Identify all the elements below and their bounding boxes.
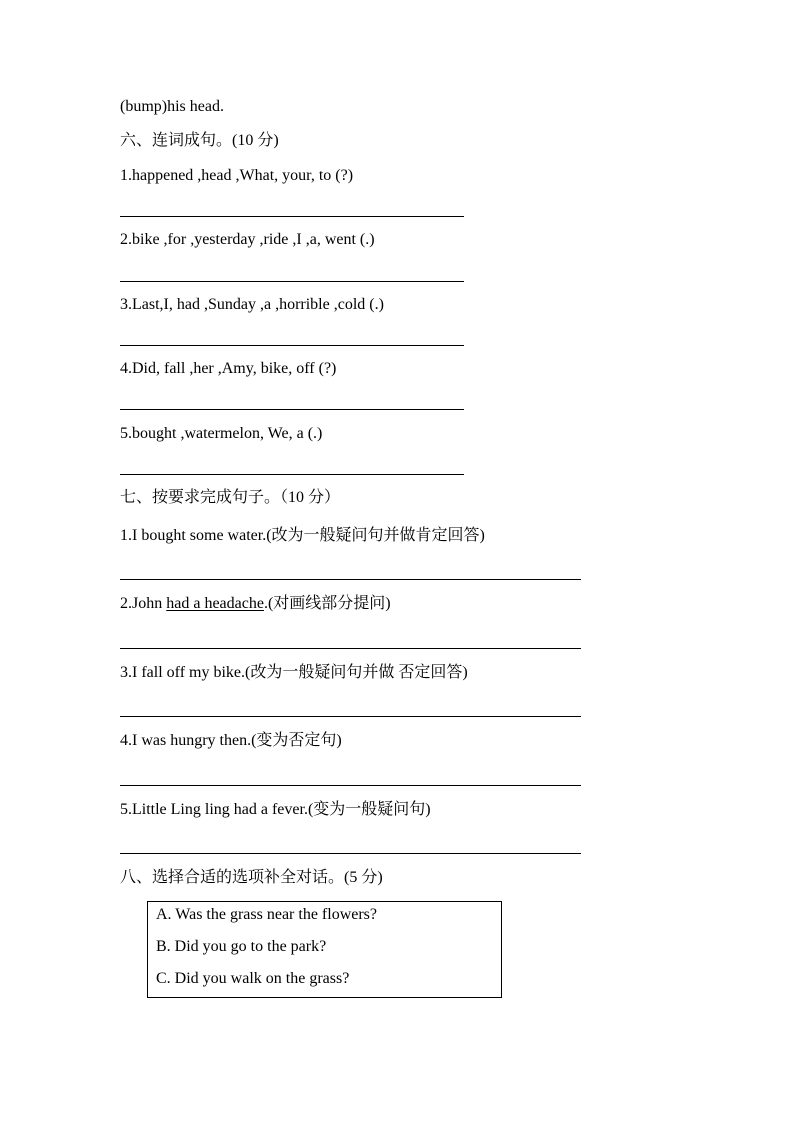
s7-q1-text: 1.I bought some water.	[120, 527, 267, 544]
carryover-text: (bump)his head.	[120, 98, 224, 115]
s7-q4-instruction: (变为否定句)	[251, 732, 342, 749]
s7-question-3	[120, 663, 468, 683]
s7-q1-instruction: (改为一般疑问句并做肯定回答)	[266, 527, 485, 544]
s6-question-1: 1.happened ,head ,What, your, to (?)	[120, 167, 354, 184]
options-box	[147, 901, 502, 998]
s6-answer-line-2[interactable]	[120, 281, 464, 282]
s6-answer-line-1[interactable]	[120, 216, 464, 217]
s7-q5-instruction: (变为一般疑问句)	[307, 801, 431, 818]
s7-question-4	[120, 731, 342, 751]
s6-question-5: 5.bought ,watermelon, We, a (.)	[120, 425, 323, 442]
option-b: B. Did you go to the park?	[156, 938, 327, 955]
s7-answer-line-3[interactable]	[120, 716, 581, 717]
s6-answer-line-4[interactable]	[120, 409, 464, 410]
s6-question-4: 4.Did, fall ,her ,Amy, bike, off (?)	[120, 360, 337, 377]
section-7-heading: 七、按要求完成句子。（10 分）	[120, 489, 341, 506]
s7-question-1	[120, 526, 485, 546]
s6-answer-line-3[interactable]	[120, 345, 464, 346]
section-6-heading: 六、连词成句。(10 分)	[120, 132, 279, 149]
s6-question-3: 3.Last,I, had ,Sunday ,a ,horrible ,cold (.)	[120, 296, 384, 313]
s7-answer-line-1[interactable]	[120, 579, 581, 580]
s7-q2-text: 2.John	[120, 595, 167, 612]
s6-answer-line-5[interactable]	[120, 474, 464, 475]
s7-question-2	[120, 594, 391, 614]
s7-q5-text: 5.Little Ling ling had a fever.	[120, 801, 308, 818]
s7-q3-text: 3.I fall off my bike.	[120, 664, 246, 681]
s7-q4-text: 4.I was hungry then.	[120, 732, 252, 749]
section-8-heading: 八、选择合适的选项补全对话。(5 分)	[120, 869, 383, 886]
s7-q2-instruction: .(对画线部分提问)	[263, 595, 391, 612]
s7-q2-underlined: had a headache	[166, 595, 264, 612]
s7-q3-instruction: (改为一般疑问句并做 否定回答)	[245, 664, 468, 681]
s7-answer-line-4[interactable]	[120, 785, 581, 786]
option-a: A. Was the grass near the flowers?	[156, 906, 378, 923]
s6-question-2: 2.bike ,for ,yesterday ,ride ,I ,a, went (.)	[120, 231, 375, 248]
s7-answer-line-5[interactable]	[120, 853, 581, 854]
s7-question-5	[120, 800, 431, 820]
option-c: C. Did you walk on the grass?	[156, 970, 350, 987]
s7-answer-line-2[interactable]	[120, 648, 581, 649]
